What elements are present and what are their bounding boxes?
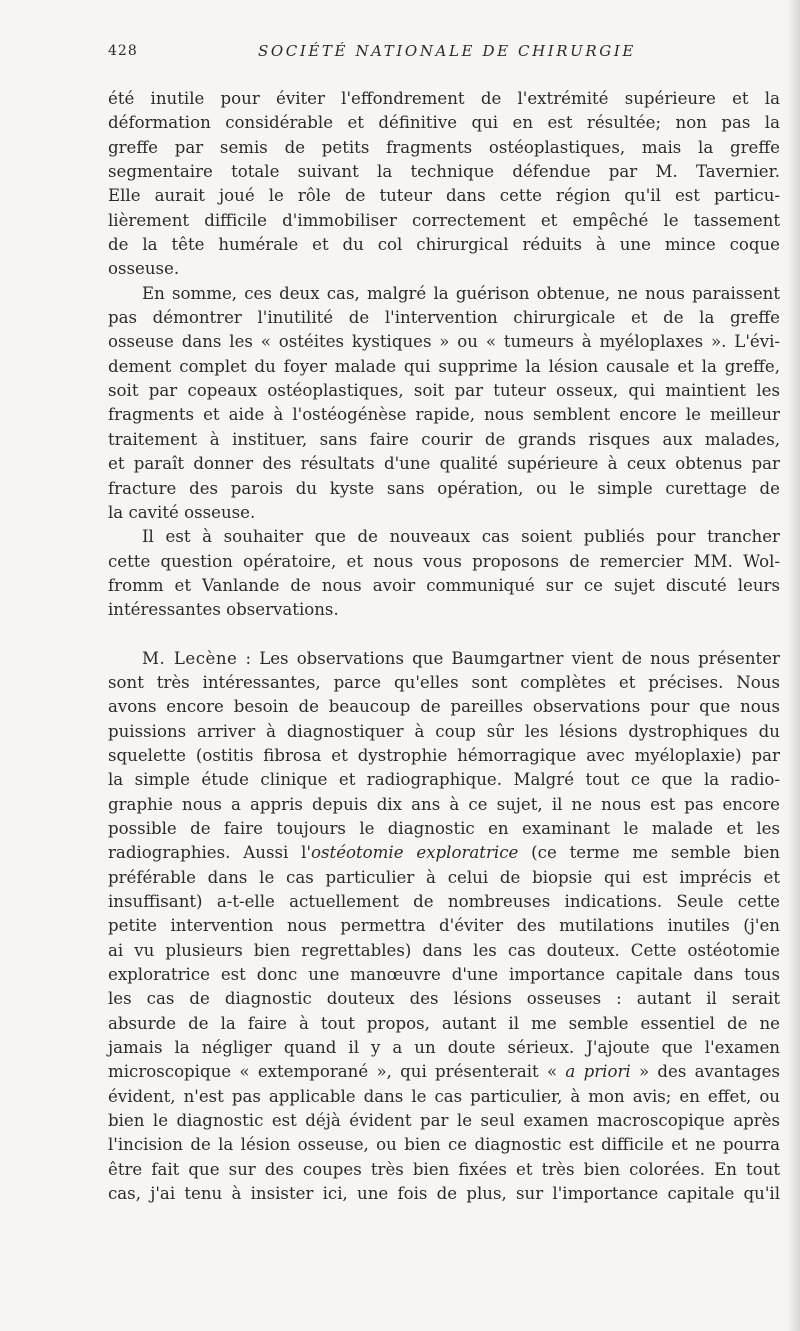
text-line: les cas de diagnostic douteux des lésions osseuses : autant il serait	[108, 989, 780, 1009]
page-edge-shadow	[786, 0, 800, 1331]
text-line: déformation considérable et définitive qui en est résultée; non pas la	[108, 113, 780, 133]
text-line: fracture des parois du kyste sans opération, ou le simple curettage de	[108, 478, 780, 498]
text-line: fragments et aide à l'ostéogénèse rapide, nous semblent encore le meilleur	[108, 405, 780, 425]
text-line	[108, 647, 780, 671]
text-line: osseuse.	[108, 259, 180, 279]
text-line: et paraît donner des résultats d'une qualité supérieure à ceux obtenus par	[108, 454, 780, 474]
text-line: bien le diagnostic est déjà évident par le seul examen macroscopique après	[108, 1111, 780, 1131]
text-line	[108, 1060, 780, 1084]
text-line: greffe par semis de petits fragments ostéoplastiques, mais la greffe	[108, 137, 780, 157]
text-line: jamais la négliger quand il y a un doute sérieux. J'ajoute que l'examen	[108, 1038, 780, 1058]
text-line: segmentaire totale suivant la technique défendue par M. Tavernier.	[108, 162, 780, 182]
text-line: sont très intéressantes, parce qu'elles sont complètes et précises. Nous	[108, 672, 780, 692]
text-line: évident, n'est pas applicable dans le cas particulier, à mon avis; en effet, ou	[108, 1086, 780, 1106]
text-line: l'incision de la lésion osseuse, ou bien ce diagnostic est difficile et ne pourra	[108, 1135, 780, 1155]
text-fragment: : Les observations que Baumgartner vient de nous présenter	[237, 648, 780, 668]
text-line: insuffisant) a-t-elle actuellement de nombreuses indications. Seule cette	[108, 892, 780, 911]
emphasis-a-priori: a priori	[565, 1062, 631, 1082]
text-line: squelette (ostitis fibrosa et dystrophie hémorragique avec myéloplaxie) par	[108, 745, 780, 765]
text-line: exploratrice est donc une manœuvre d'une importance capitale dans tous	[108, 965, 780, 985]
text-line: puissions arriver à diagnostiquer à coup sûr les lésions dystrophiques du	[108, 721, 780, 741]
text-line: ai vu plusieurs bien regrettables) dans les cas douteux. Cette ostéotomie	[108, 940, 780, 960]
paragraph-3	[108, 525, 780, 622]
text-line: cette question opératoire, et nous vous proposons de remercier MM. Wol-	[108, 551, 780, 571]
text-line: Il est à souhaiter que de nouveaux cas soient publiés pour trancher	[142, 527, 780, 547]
text-line: traitement à instituer, sans faire courir de grands risques aux malades,	[108, 429, 780, 449]
emphasis-osteotomie: ostéotomie exploratrice	[311, 843, 519, 863]
text-line: fromm et Vanlande de nous avoir communiqué sur ce sujet discuté leurs	[108, 575, 780, 595]
text-line: la simple étude clinique et radiographique. Malgré tout ce que la radio-	[108, 770, 780, 790]
speaker-name: M. Lecène	[142, 648, 238, 668]
text-line: dement complet du foyer malade qui supprime la lésion causale et la greffe,	[108, 356, 780, 376]
text-line: la cavité osseuse.	[108, 502, 256, 522]
text-line: petite intervention nous permettra d'éviter des mutilations inutiles (j'en	[108, 916, 780, 936]
paragraph-2	[108, 282, 780, 525]
paragraph-1	[108, 87, 780, 282]
text-line: absurde de la faire à tout propos, autant il me semble essentiel de ne	[108, 1013, 780, 1033]
text-line: pas démontrer l'inutilité de l'intervention chirurgicale et de la greffe	[108, 308, 780, 328]
running-title: SOCIÉTÉ NATIONALE DE CHIRURGIE	[258, 42, 636, 60]
paragraph-lecene	[108, 647, 780, 1207]
body-text	[108, 87, 780, 1206]
text-fragment: microscopique « extemporané », qui présenterait «	[108, 1062, 566, 1082]
text-line: être fait que sur des coupes très bien fixées et très bien colorées. En tout	[108, 1159, 780, 1179]
text-line: été inutile pour éviter l'effondrement de l'extrémité supérieure et la	[108, 89, 780, 108]
text-line: osseuse dans les « ostéites kystiques » ou « tumeurs à myéloplaxes ». L'évi-	[108, 332, 780, 352]
text-line	[108, 841, 780, 865]
text-line: possible de faire toujours le diagnostic en examinant le malade et les	[108, 818, 780, 838]
page-header	[108, 40, 780, 66]
text-line: intéressantes observations.	[108, 600, 339, 620]
text-line: lièrement difficile d'immobiliser correctement et empêché le tassement	[108, 210, 780, 230]
page-number: 428	[108, 43, 138, 59]
paragraph-gap	[108, 623, 780, 647]
text-line: soit par copeaux ostéoplastiques, soit par tuteur osseux, qui maintient les	[108, 381, 780, 401]
text-fragment: radiographies. Aussi l'	[108, 843, 312, 863]
text-line: Elle aurait joué le rôle de tuteur dans cette région qu'il est particu-	[108, 186, 780, 206]
text-line: cas, j'ai tenu à insister ici, une fois de plus, sur l'importance capitale qu'il	[108, 1184, 780, 1204]
text-fragment: » des avantages	[630, 1062, 780, 1082]
text-line: graphie nous a appris depuis dix ans à ce sujet, il ne nous est pas encore	[108, 794, 780, 814]
text-fragment: (ce terme me semble bien	[518, 843, 780, 863]
text-line: de la tête humérale et du col chirurgical réduits à une mince coque	[108, 235, 780, 255]
text-line: avons encore besoin de beaucoup de pareilles observations pour que nous	[108, 697, 780, 717]
text-line: En somme, ces deux cas, malgré la guérison obtenue, ne nous paraissent	[142, 283, 780, 303]
text-line: préférable dans le cas particulier à celui de biopsie qui est imprécis et	[108, 867, 780, 887]
